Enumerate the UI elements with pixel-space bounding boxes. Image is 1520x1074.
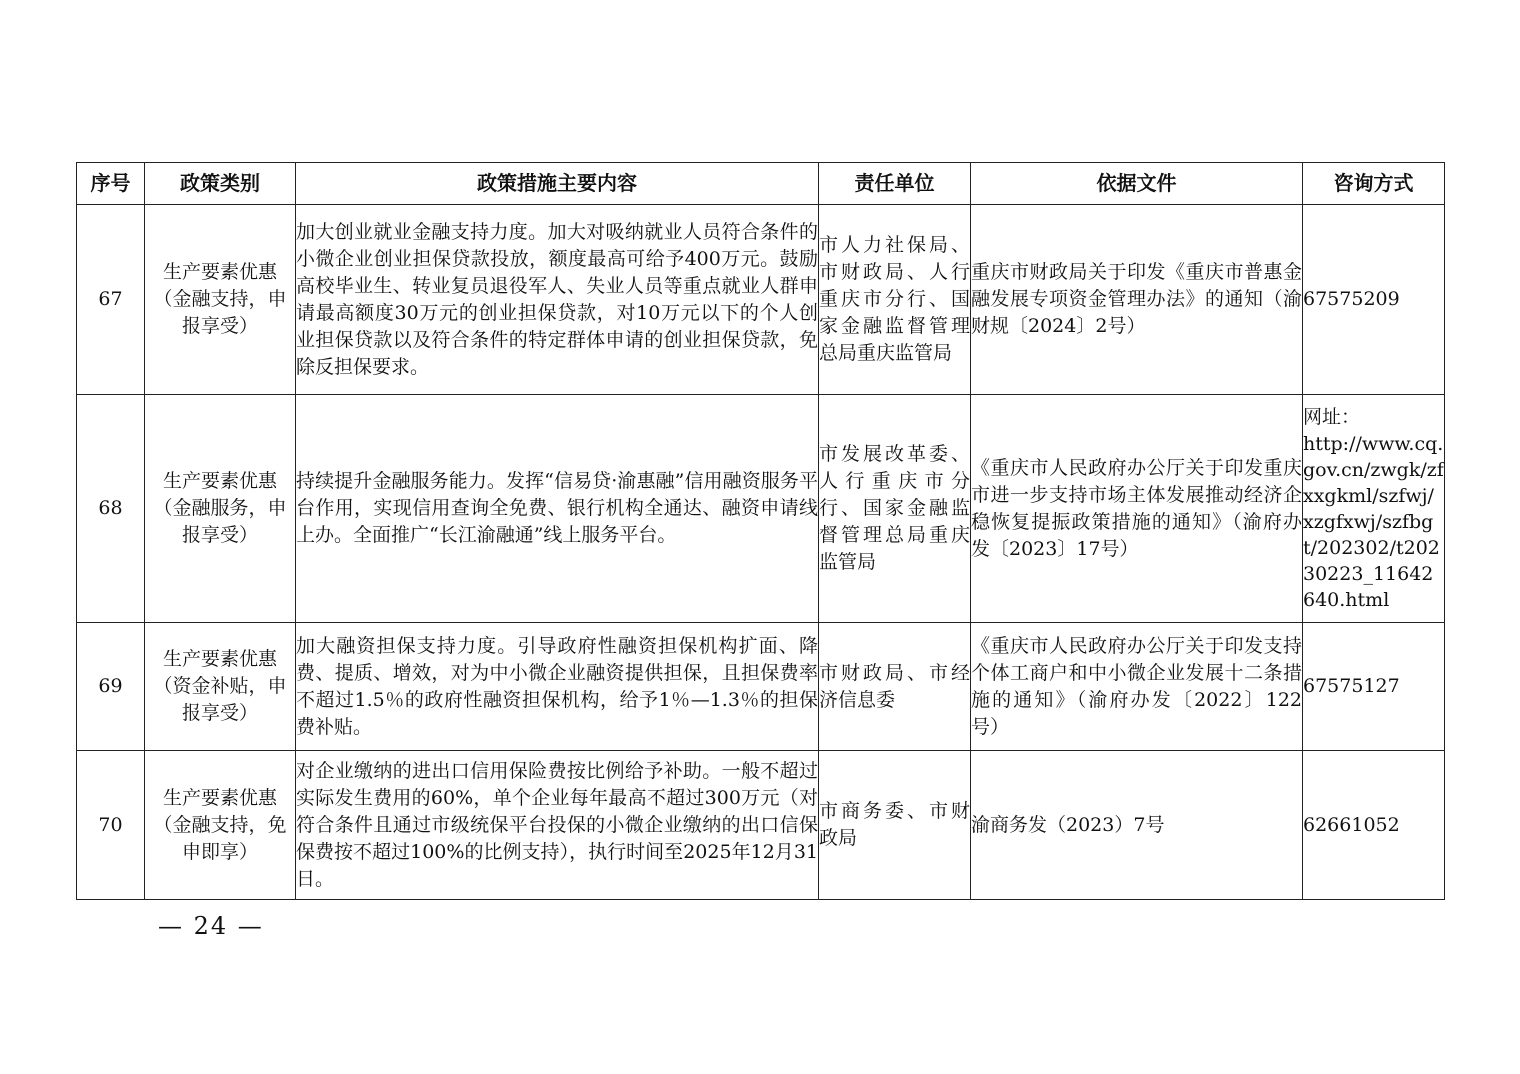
page-number: — 24 — <box>158 912 264 940</box>
row-content: 加大创业就业金融支持力度。加大对吸纳就业人员符合条件的小微企业创业担保贷款投放，额度最高可给予400万元。鼓励高校毕业生、转业复员退役军人、失业人员等重点就业人群申请最高额度30万元的创业担保贷款，对10万元以下的个人创业担保贷款以及符合条件的特定群体申请的创业担保贷款，免除反担保要求。 <box>296 205 819 395</box>
row-contact <box>1303 395 1445 623</box>
row-no: 70 <box>77 751 145 900</box>
row-dept: 市发展改革委、人行重庆市分行、国家金融监督管理总局重庆监管局 <box>819 395 971 623</box>
row-category: 生产要素优惠（金融支持，免申即享） <box>145 751 296 900</box>
contact-label: 网址： <box>1303 406 1361 428</box>
header-no: 序号 <box>77 163 145 205</box>
header-basis: 依据文件 <box>971 163 1303 205</box>
row-no: 68 <box>77 395 145 623</box>
row-dept: 市财政局、市经济信息委 <box>819 623 971 751</box>
table-row <box>77 205 1445 395</box>
table-header-row <box>77 163 1445 205</box>
row-contact: 67575209 <box>1303 205 1445 395</box>
row-basis: 渝商务发（2023）7号 <box>971 751 1303 900</box>
row-category: 生产要素优惠（资金补贴，申报享受） <box>145 623 296 751</box>
header-content: 政策措施主要内容 <box>296 163 819 205</box>
table-row <box>77 623 1445 751</box>
row-category: 生产要素优惠（金融服务，申报享受） <box>145 395 296 623</box>
table-row <box>77 395 1445 623</box>
row-basis: 《重庆市人民政府办公厅关于印发支持个体工商户和中小微企业发展十二条措施的通知》（渝府办发〔2022〕122号） <box>971 623 1303 751</box>
row-contact: 67575127 <box>1303 623 1445 751</box>
row-content: 加大融资担保支持力度。引导政府性融资担保机构扩面、降费、提质、增效，对为中小微企业融资提供担保，且担保费率不超过1.5％的政府性融资担保机构，给予1％—1.3％的担保费补贴。 <box>296 623 819 751</box>
row-content: 持续提升金融服务能力。发挥“信易贷·渝惠融”信用融资服务平台作用，实现信用查询全免费、银行机构全通达、融资申请线上办。全面推广“长江渝融通”线上服务平台。 <box>296 395 819 623</box>
policy-table <box>76 162 1445 900</box>
row-basis: 《重庆市人民政府办公厅关于印发重庆市进一步支持市场主体发展推动经济企稳恢复提振政策措施的通知》（渝府办发〔2023〕17号） <box>971 395 1303 623</box>
header-contact: 咨询方式 <box>1303 163 1445 205</box>
table-row <box>77 751 1445 900</box>
row-contact: 62661052 <box>1303 751 1445 900</box>
row-no: 69 <box>77 623 145 751</box>
row-dept: 市人力社保局、市财政局、人行重庆市分行、国家金融监督管理总局重庆监管局 <box>819 205 971 395</box>
row-dept: 市商务委、市财政局 <box>819 751 971 900</box>
header-category: 政策类别 <box>145 163 296 205</box>
row-no: 67 <box>77 205 145 395</box>
contact-url-link[interactable]: http://www.cq.gov.cn/zwgk/zfxxgkml/szfwj/xzgfxwj/szfbgt/202302/t20230223_11642640.html <box>1303 433 1444 611</box>
row-content: 对企业缴纳的进出口信用保险费按比例给予补助。一般不超过实际发生费用的60%，单个企业每年最高不超过300万元（对符合条件且通过市级统保平台投保的小微企业缴纳的出口信保保费按不超过100%的比例支持），执行时间至2025年12月31日。 <box>296 751 819 900</box>
row-category: 生产要素优惠（金融支持，申报享受） <box>145 205 296 395</box>
header-dept: 责任单位 <box>819 163 971 205</box>
row-basis: 重庆市财政局关于印发《重庆市普惠金融发展专项资金管理办法》的通知（渝财规〔2024〕2号） <box>971 205 1303 395</box>
